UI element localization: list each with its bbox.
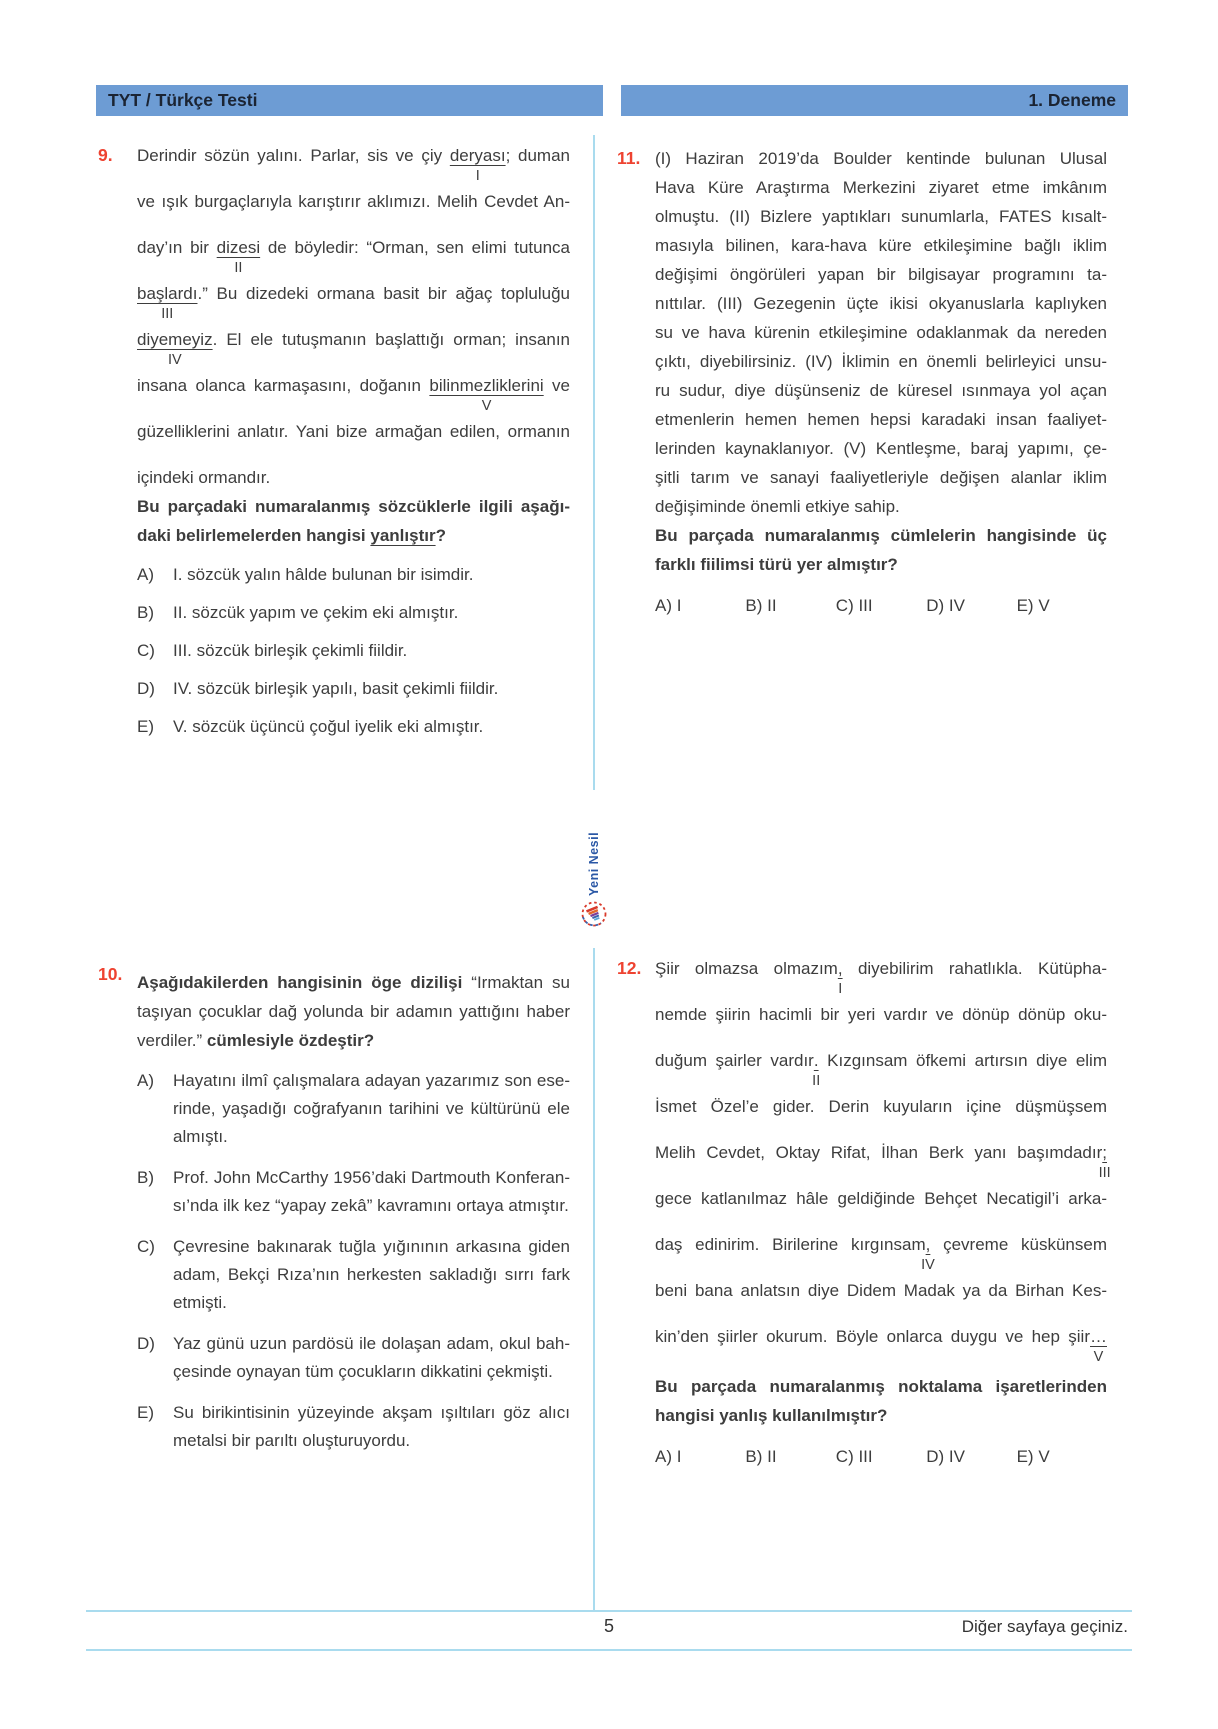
roman-numeral-label: IV xyxy=(921,1257,935,1273)
option-line: Yaz günü uzun pardösü ile dolaşan adam, okul bah- xyxy=(173,1334,570,1353)
option xyxy=(137,1233,570,1317)
text-segment: nıttılar. (III) Gezegenin üçte ikisi okyanuslarla kaplıyken xyxy=(655,294,1107,313)
passage-line xyxy=(655,1188,1107,1209)
passage-line xyxy=(655,235,1107,256)
passage-line xyxy=(137,467,570,488)
option xyxy=(137,640,570,662)
passage-line xyxy=(137,237,570,276)
passage-line xyxy=(655,264,1107,285)
question-stem xyxy=(655,521,1107,579)
text-segment: güzelliklerini anlatır. Yani bize armağan edilen, ormanın xyxy=(137,422,570,441)
option-label: E) xyxy=(137,717,154,736)
underlined-word: dizesi xyxy=(216,238,261,257)
option-line: III. sözcük birleşik çekimli fiildir. xyxy=(173,641,408,660)
text-segment: day’ın bir xyxy=(137,238,217,257)
option-label: E) xyxy=(137,1403,154,1422)
option xyxy=(137,1067,570,1151)
text-segment: ru sudur, diye düşünseniz de küresel ısınmaya yol açan xyxy=(655,381,1107,400)
text-segment: lerinden kaynaklanıyor. (V) Kentleşme, baraj yapımı, çe- xyxy=(655,439,1107,458)
left-column xyxy=(98,145,570,1468)
options-row xyxy=(655,595,1107,617)
question-body xyxy=(137,145,570,754)
option-item: B) II xyxy=(745,596,777,615)
passage-line xyxy=(655,409,1107,430)
roman-numeral-label: I xyxy=(475,168,480,184)
text-segment: verdiler.” xyxy=(137,1031,207,1050)
text-segment: su ve hava kürenin etkileşimine odaklanmak da nereden xyxy=(655,323,1107,342)
option-line: I. sözcük yalın hâlde bulunan bir isimdir. xyxy=(173,565,474,584)
roman-numeral-label: V xyxy=(481,398,492,414)
option-label: D) xyxy=(137,679,155,698)
annotated-word xyxy=(137,283,198,322)
page-number: 5 xyxy=(603,1616,614,1636)
text-segment: masıyla bilinen, kara-hava küre etkileşimine bağlı iklim xyxy=(655,236,1107,255)
question-11 xyxy=(617,148,1107,617)
text-segment: değişimi öngörüleri yapan bir bilgisayar programını ta- xyxy=(655,265,1107,284)
stem-line xyxy=(137,1026,570,1055)
option-line: Çevresine bakınarak tuğla yığınının arkasına giden xyxy=(173,1237,570,1256)
underlined-word: bilinmezliklerini xyxy=(429,376,544,395)
text-segment: içindeki ormandır. xyxy=(137,468,271,487)
passage-line xyxy=(655,293,1107,314)
annotated-word xyxy=(837,958,843,997)
option-line: V. sözcük üçüncü çoğul iyelik eki almıştır. xyxy=(173,717,484,736)
option-item: C) III xyxy=(835,1447,873,1466)
text-segment: şitli tarım ve sanayi faaliyetleriyle değişen alanlar iklim xyxy=(655,468,1107,487)
passage-line xyxy=(655,1050,1107,1089)
option-item: D) IV xyxy=(926,596,965,615)
option xyxy=(137,1399,570,1455)
text-segment: İsmet Özel’e gider. Derin kuyuların içine düşmüşsem xyxy=(655,1097,1107,1116)
option-item: D) IV xyxy=(926,1447,965,1466)
option-line: II. sözcük yapım ve çekim eki almıştır. xyxy=(173,603,459,622)
option-item: A) I xyxy=(655,596,682,615)
option-label: C) xyxy=(137,641,155,660)
stem-line xyxy=(137,521,570,550)
column-divider-top xyxy=(593,135,595,790)
roman-numeral-label: IV xyxy=(167,352,182,368)
annotated-word xyxy=(429,375,544,414)
option-label: D) xyxy=(137,1334,155,1353)
exam-name-bar: 1. Deneme xyxy=(621,85,1128,116)
option-text xyxy=(173,1164,570,1220)
option-item: C) III xyxy=(835,596,873,615)
roman-numeral-label: V xyxy=(1093,1349,1104,1365)
text-segment: cümlesiyle özdeştir xyxy=(206,1031,364,1050)
question-number: 10. xyxy=(98,964,123,984)
text-segment: çevreme küskünsem xyxy=(930,1235,1107,1254)
question-body xyxy=(655,958,1111,1468)
question-passage xyxy=(655,148,1107,517)
text-segment: etmenlerin hemen hemen hepsi karadaki insan faaliyet- xyxy=(655,410,1107,429)
passage-line xyxy=(655,1280,1107,1301)
text-segment: çıktı, diyebilirsiniz. (IV) İklimin en önemli belirleyici unsu- xyxy=(655,352,1107,371)
stem-line xyxy=(655,1372,1107,1401)
text-segment: Şiir olmazsa olmazım xyxy=(655,959,838,978)
text-segment: taşıyan çocuklar dağ yolunda bir adamın yattığını haber xyxy=(137,1002,570,1021)
option-item: E) V xyxy=(1016,1447,1050,1466)
option-text xyxy=(173,640,570,662)
text-segment: Kızgınsam öfkemi artırsın diye elim xyxy=(818,1051,1107,1070)
passage-line xyxy=(655,351,1107,372)
option-line: IV. sözcük birleşik yapılı, basit çekimli fiildir. xyxy=(173,679,499,698)
option xyxy=(137,602,570,624)
text-segment: ? xyxy=(363,1031,375,1050)
passage-line xyxy=(137,283,570,322)
text-segment: “Irmaktan su xyxy=(462,973,570,992)
passage-line xyxy=(655,467,1107,488)
option xyxy=(137,1164,570,1220)
roman-numeral-label: II xyxy=(234,260,243,276)
options-list xyxy=(137,1067,570,1455)
annotated-word xyxy=(137,329,213,368)
annotated-word xyxy=(1090,1326,1107,1365)
passage-line xyxy=(137,145,570,184)
underlined-word: deryası xyxy=(449,146,506,165)
text-segment: diyebilirim rahatlıkla. Kütüpha- xyxy=(842,959,1107,978)
option-item: E) V xyxy=(1016,596,1050,615)
text-segment: daş edinirim. Birilerine kırgınsam xyxy=(655,1235,926,1254)
question-stem xyxy=(137,492,570,550)
text-segment: ve xyxy=(543,376,570,395)
passage-line xyxy=(137,191,570,212)
text-segment: farklı fiilimsi türü yer almıştır? xyxy=(655,555,898,574)
text-segment: olmuştu. (II) Bizlere yaptıkları sunumlarla, FATES kısalt- xyxy=(655,207,1107,226)
text-segment: Bu parçadaki numaralanmış sözcüklerle ilgili aşağı- xyxy=(137,497,570,516)
question-body xyxy=(137,964,570,1468)
question-stem xyxy=(137,968,570,1055)
text-segment: Bu parçada numaralanmış noktalama işaretlerinden xyxy=(655,1377,1107,1396)
option-line: çesinde oynayan tüm çocukların dikkatini çekmişti. xyxy=(173,1362,553,1381)
option-text xyxy=(173,678,570,700)
question-9 xyxy=(98,145,570,754)
underlined-word: , xyxy=(925,1235,931,1254)
publisher-name: Yeni Nesil xyxy=(587,831,601,896)
question-passage xyxy=(655,958,1111,1365)
next-page-note: Diğer sayfaya geçiniz. xyxy=(961,1617,1128,1636)
passage-line xyxy=(655,438,1107,459)
page-header xyxy=(96,85,1128,116)
text-segment: (I) Haziran 2019’da Boulder kentinde bulunan Ulusal xyxy=(655,149,1107,168)
underlined-word: diyemeyiz xyxy=(137,330,213,349)
option-text xyxy=(173,1067,570,1151)
publisher-brand xyxy=(581,792,607,942)
text-segment: ve ışık burgaçlarıyla karıştırır aklımızı. Melih Cevdet An- xyxy=(137,192,570,211)
text-segment: daki belirlemelerden hangisi xyxy=(137,526,371,545)
underlined-text: yanlıştır xyxy=(370,526,436,545)
text-segment: değişiminde önemli etkiye sahip. xyxy=(655,497,900,516)
question-number: 12. xyxy=(617,958,642,978)
passage-line xyxy=(137,421,570,442)
passage-line xyxy=(655,1142,1111,1181)
roman-numeral-label: III xyxy=(1098,1165,1111,1181)
annotated-word xyxy=(812,1050,821,1089)
option-item: A) I xyxy=(655,1447,682,1466)
passage-line xyxy=(655,148,1107,169)
option-line: Prof. John McCarthy 1956’daki Dartmouth Konferan- xyxy=(173,1168,570,1187)
footer-rule-bottom xyxy=(86,1649,1132,1651)
footer-rule-top xyxy=(86,1610,1132,1612)
underlined-word: . xyxy=(813,1051,819,1070)
text-segment: Hava Küre Araştırma Merkezini ziyaret etme imkânım xyxy=(655,178,1107,197)
column-divider-bottom xyxy=(593,948,595,1610)
annotated-word xyxy=(449,145,506,184)
roman-numeral-label: II xyxy=(812,1073,821,1089)
passage-line xyxy=(655,177,1107,198)
option-label: A) xyxy=(137,1071,154,1090)
question-passage xyxy=(137,145,570,488)
option-text xyxy=(173,716,570,738)
passage-line xyxy=(655,1096,1107,1117)
options-row xyxy=(655,1446,1107,1468)
option-line: almıştı. xyxy=(173,1127,228,1146)
underlined-word: … xyxy=(1090,1327,1107,1346)
option-label: B) xyxy=(137,1168,154,1187)
stem-line xyxy=(655,550,1107,579)
text-segment: Derindir sözün yalını. Parlar, sis ve çiy xyxy=(137,146,450,165)
annotated-word xyxy=(921,1234,935,1273)
passage-line xyxy=(655,496,1107,517)
stem-line xyxy=(137,968,570,997)
text-segment: Aşağıdakilerden hangisinin öge dizilişi xyxy=(137,973,463,992)
options-list xyxy=(137,564,570,738)
annotated-word xyxy=(216,237,261,276)
option-line: Su birikintisinin yüzeyinde akşam ışıltıları göz alıcı xyxy=(173,1403,570,1422)
passage-line xyxy=(655,1004,1107,1025)
passage-line xyxy=(655,206,1107,227)
underlined-word: başlardı xyxy=(137,284,198,303)
text-segment: ? xyxy=(435,526,446,545)
passage-line xyxy=(655,322,1107,343)
option-text xyxy=(173,564,570,586)
option-line: sı’nda ilk kez “yapay zekâ” kavramını ortaya atmıştır. xyxy=(173,1196,569,1215)
question-stem xyxy=(655,1372,1107,1430)
text-segment: duğum şairler vardır xyxy=(655,1051,814,1070)
option-text xyxy=(173,1399,570,1455)
option xyxy=(137,1330,570,1386)
option-line: rinde, yaşadığı coğrafyanın tarihini ve kültürünü ele xyxy=(173,1099,570,1118)
underlined-word: , xyxy=(837,959,843,978)
text-segment: de böyledir: “Orman, sen elimi tutunca xyxy=(260,238,570,257)
passage-line xyxy=(655,380,1107,401)
roman-numeral-label: III xyxy=(161,306,174,322)
option xyxy=(137,564,570,586)
option xyxy=(137,716,570,738)
stem-line xyxy=(137,997,570,1026)
right-column xyxy=(617,148,1111,1468)
text-segment: hangisi yanlış kullanılmıştır? xyxy=(655,1406,888,1425)
option-line: etmişti. xyxy=(173,1293,227,1312)
stem-line xyxy=(655,1401,1107,1430)
option-text xyxy=(173,602,570,624)
text-segment: nemde şiirin hacimli bir yeri vardır ve dönüp dönüp oku- xyxy=(655,1005,1107,1024)
option-text xyxy=(173,1233,570,1317)
text-segment: gece katlanılmaz hâle geldiğinde Behçet Necatigil’i arka- xyxy=(655,1189,1107,1208)
roman-numeral-label: I xyxy=(838,981,843,997)
option-text xyxy=(173,1330,570,1386)
text-segment: .” Bu dizedeki ormana basit bir ağaç topluluğu xyxy=(197,284,570,303)
option-line: metalsi bir parıltı oluşturuyordu. xyxy=(173,1431,411,1450)
text-segment: kin’den şiirler okurum. Böyle onlarca duygu ve hep şiir xyxy=(655,1327,1090,1346)
option-line: Hayatını ilmî çalışmalara adayan yazarımız son ese- xyxy=(173,1071,570,1090)
passage-line xyxy=(655,1234,1107,1273)
question-number: 11. xyxy=(617,148,641,168)
option-label: B) xyxy=(137,603,154,622)
text-segment: Bu parçada numaralanmış cümlelerin hangisinde üç xyxy=(655,526,1107,545)
question-12 xyxy=(617,958,1111,1468)
text-segment: ; duman xyxy=(505,146,570,165)
option-item: B) II xyxy=(745,1447,777,1466)
stem-line xyxy=(137,492,570,521)
text-segment: beni bana anlatsın diye Didem Madak ya da Birhan Kes- xyxy=(655,1281,1107,1300)
question-body xyxy=(655,148,1107,617)
option-label: C) xyxy=(137,1237,155,1256)
test-title-bar: TYT / Türkçe Testi xyxy=(96,85,603,116)
question-10 xyxy=(98,964,570,1468)
text-segment: insana olanca karmaşasını, doğanın xyxy=(137,376,430,395)
passage-line xyxy=(137,375,570,414)
passage-line xyxy=(137,329,570,368)
option-line: adam, Bekçi Rıza’nın herkesten sakladığı sırrı fark xyxy=(173,1265,570,1284)
yeni-nesil-logo-icon xyxy=(581,901,607,927)
passage-line xyxy=(655,958,1107,997)
option-label: A) xyxy=(137,565,154,584)
stem-line xyxy=(655,521,1107,550)
text-segment: Melih Cevdet, Oktay Rifat, İlhan Berk yanı başımdadır xyxy=(655,1143,1103,1162)
annotated-word xyxy=(1098,1142,1111,1181)
passage-line xyxy=(655,1326,1107,1365)
question-number: 9. xyxy=(98,145,113,165)
option xyxy=(137,678,570,700)
underlined-word: ; xyxy=(1102,1143,1107,1162)
text-segment: . El ele tutuşmanın başlattığı orman; insanın xyxy=(212,330,570,349)
